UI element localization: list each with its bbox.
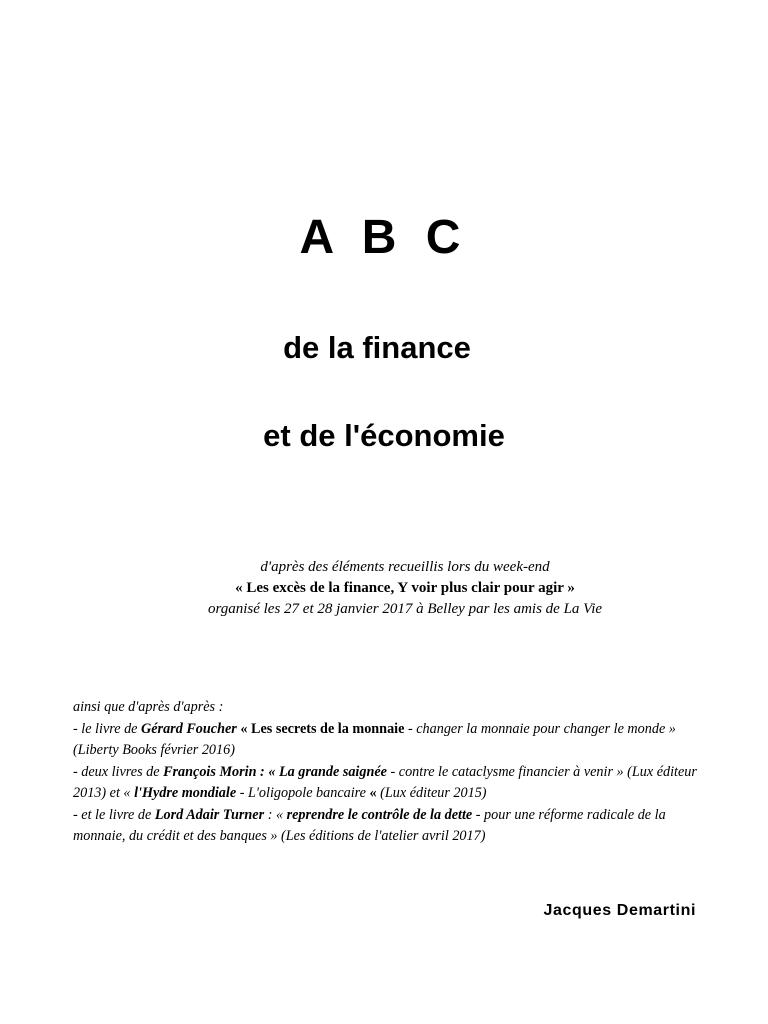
reference-2-separator-1: - — [386, 763, 399, 780]
reference-2-prefix: - deux livres de — [73, 763, 164, 780]
reference-2-title-2: l'Hydre mondiale — [134, 785, 237, 801]
references-intro: ainsi que d'après d'après : — [73, 699, 224, 715]
reference-1-author: Gérard Foucher — [141, 720, 237, 737]
reference-2-quote: « — [365, 785, 381, 801]
subtitle-line-1: de la finance — [283, 330, 471, 365]
author-name: Jacques Demartini — [543, 902, 696, 919]
subtitle-line-2: et de l'économie — [263, 418, 505, 453]
reference-2-separator-2: - — [236, 785, 248, 801]
reference-2-title-1: « La grande saignée — [268, 763, 387, 780]
reference-item-1 — [73, 719, 698, 762]
references-block — [73, 697, 698, 848]
page-title: A B C — [299, 211, 469, 264]
event-line-1: d'après des éléments recueillis lors du week-end — [260, 559, 550, 575]
reference-3-rest: pour une réforme radicale de la monnaie, du crédit et des banques » (Les éditions de l'atelier avril 2017) — [73, 806, 666, 844]
reference-3-author: Lord Adair Turner — [154, 806, 265, 823]
reference-1-rest: changer la monnaie pour changer le monde » (Liberty Books février 2016) — [73, 720, 676, 758]
event-line-3: organisé les 27 et 28 janvier 2017 à Belley par les amis de La Vie — [207, 601, 603, 617]
event-block — [130, 557, 680, 620]
reference-2-rest-1: contre le cataclysme financier à venir » (Lux éditeur 2013) et « — [73, 763, 697, 801]
reference-3-prefix: - et le livre de — [73, 806, 155, 823]
reference-2-rest-2: L'oligopole bancaire — [247, 785, 366, 801]
reference-item-2 — [73, 762, 698, 805]
event-line-2: « Les excès de la finance, Y voir plus clair pour agir » — [235, 580, 575, 596]
reference-3-mid: : « — [264, 806, 287, 823]
reference-1-title: « Les secrets de la monnaie — [236, 720, 405, 737]
reference-3-separator: - — [472, 806, 485, 823]
reference-2-rest-3: (Lux éditeur 2015) — [380, 785, 487, 801]
reference-item-3 — [73, 805, 698, 848]
reference-1-prefix: - le livre de — [73, 720, 142, 737]
reference-3-title: reprendre le contrôle de la dette — [286, 806, 473, 823]
reference-2-author: François Morin : — [163, 763, 269, 780]
reference-1-separator: - — [404, 720, 417, 737]
